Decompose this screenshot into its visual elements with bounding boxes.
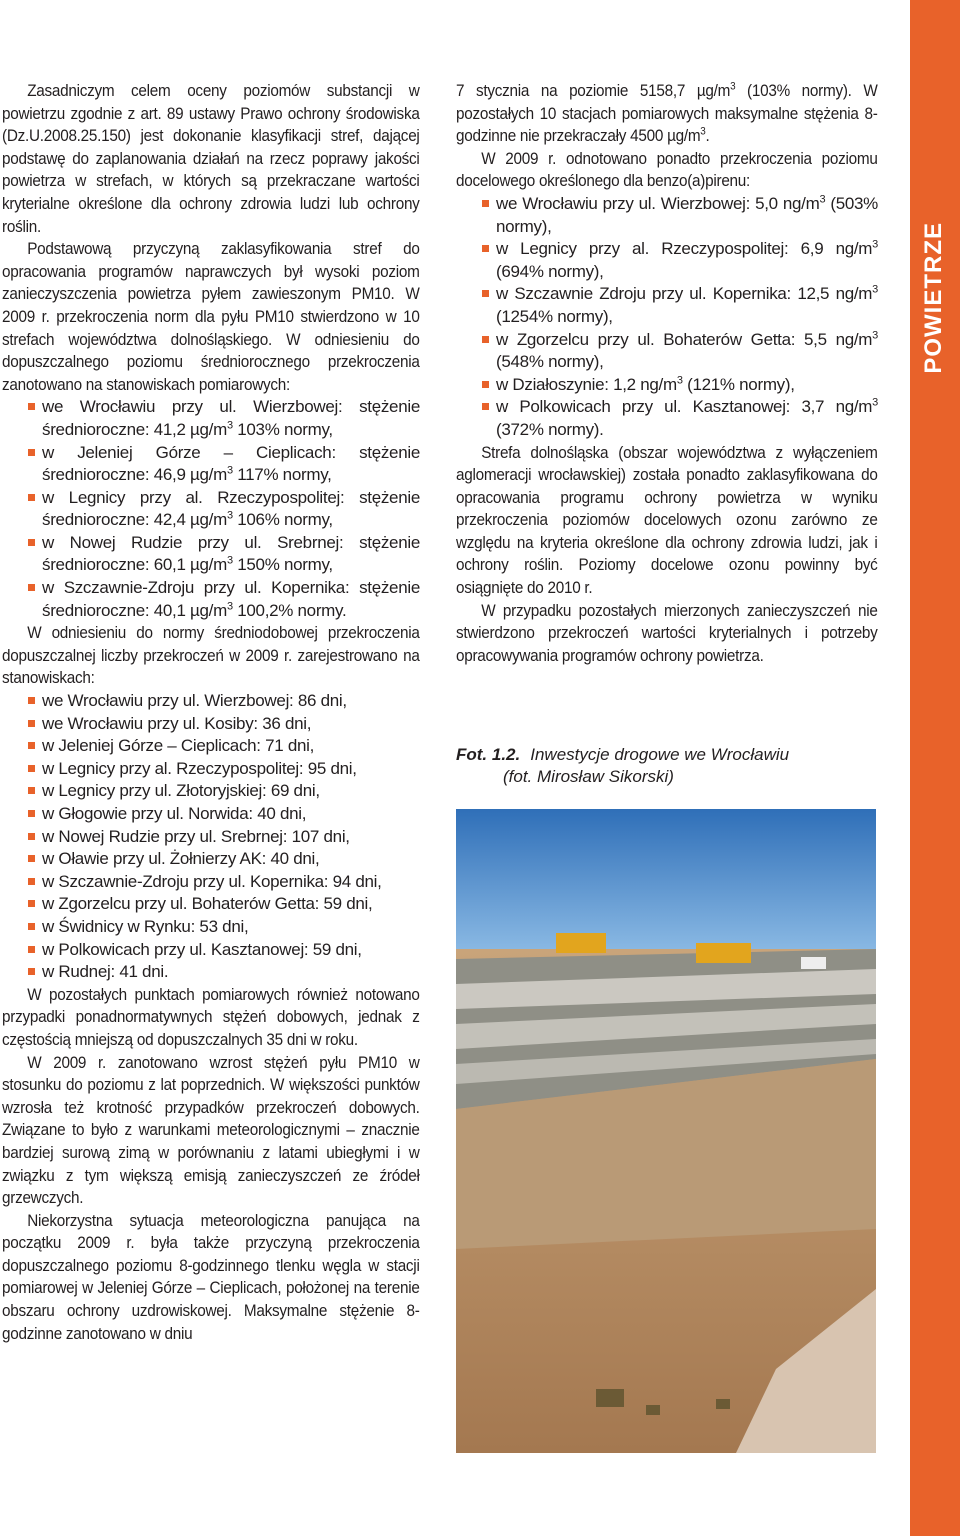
list-item: w Oławie przy ul. Żołnierzy AK: 40 dni, (2, 848, 420, 871)
list-item: we Wrocławiu przy ul. Kosiby: 36 dni, (2, 713, 420, 736)
list-item: w Polkowicach przy ul. Kasztanowej: 59 dni, (2, 939, 420, 962)
bullet-square (28, 742, 35, 749)
text-run: 7 stycznia na poziomie 5158,7 µg/m (456, 81, 731, 100)
caption-credit: (fot. Mirosław Sikorski) (503, 767, 674, 786)
text-run: (103% normy). W pozostałych 10 stacjach pomiarowych maksymalne stężenia 8-godzinne nie przekraczały 4500 µg/m (456, 81, 878, 146)
bullet-square (28, 968, 35, 975)
bullet-square (482, 245, 489, 252)
list-item: w Szczawnie-Zdroju przy ul. Kopernika: 94 dni, (2, 871, 420, 894)
bullet-square (28, 449, 35, 456)
superscript: 3 (700, 125, 706, 138)
bullet-square (28, 765, 35, 772)
paragraph (456, 80, 878, 148)
list-item: w Świdnicy w Rynku: 53 dni, (2, 916, 420, 939)
list-item: w Szczawnie Zdroju przy ul. Kopernika: 12,5 $ng/m^3$ (1254% normy), (456, 283, 878, 328)
right-column (456, 80, 878, 667)
text-run: . (705, 126, 710, 146)
bullet-square (482, 336, 489, 343)
left-column (2, 80, 420, 1345)
list-item: we Wrocławiu przy ul. Wierzbowej: 5,0 $ng/m^3$ (503% normy), (456, 193, 878, 238)
bullet-square (28, 539, 35, 546)
paragraph: W 2009 r. odnotowano ponadto przekroczenia poziomu docelowego określonego dla benzo(a)pirenu: (456, 148, 878, 191)
bullet-square (482, 200, 489, 207)
bullet-square (28, 878, 35, 885)
list-item: w Legnicy przy al. Rzeczypospolitej: 95 dni, (2, 758, 420, 781)
list-item: w Rudnej: 41 dni. (2, 961, 420, 984)
dump-truck (696, 943, 751, 963)
list-item: w Jeleniej Górze – Cieplicach: stężenie średnioroczne: 46,9 $\mu g/m^3$ 117% normy, (2, 442, 420, 487)
bullet-square (482, 381, 489, 388)
bullet-square (28, 697, 35, 704)
bullet-square (28, 494, 35, 501)
paragraph: Zasadniczym celem oceny poziomów substancji w powietrzu zgodnie z art. 89 ustawy Prawo ochrony środowiska (Dz.U.2008.25.150) jest dokonanie klasyfikacji stref, dającej podstawę do zaplanowania działań na rzecz poprawy jakości powietrza w strefach, w których są przekraczane wartości kryterialne określone dla ochrony zdrowia ludzi lub ochrony roślin. (2, 81, 420, 236)
list-item: w Działoszynie: 1,2 $ng/m^3$ (121% normy), (456, 374, 878, 397)
list-item: we Wrocławiu przy ul. Wierzbowej: 86 dni, (2, 690, 420, 713)
bullet-square (28, 900, 35, 907)
sky (456, 809, 876, 959)
paragraph: W przypadku pozostałych mierzonych zanieczyszczeń nie stwierdzono przekroczeń wartości kryterialnych i potrzeby opracowywania programów ochrony powietrza. (456, 600, 878, 665)
van (801, 957, 826, 969)
list-item: w Nowej Rudzie przy ul. Srebrnej: stężenie średnioroczne: 60,1 $\mu g/m^3$ 150% normy, (2, 532, 420, 577)
bullet-square (28, 946, 35, 953)
caption-title: Inwestycje drogowe we Wrocławiu (530, 745, 790, 764)
paragraph: W pozostałych punktach pomiarowych również notowano przypadki ponadnormatywnych stężeń dobowych, jednak z częstością mniejszą od dopuszczalnych 35 dni w roku. (2, 984, 420, 1049)
dump-truck (556, 933, 606, 953)
list-item: w Legnicy przy ul. Złotoryjskiej: 69 dni, (2, 780, 420, 803)
list-item: we Wrocławiu przy ul. Wierzbowej: stężenie średnioroczne: 41,2 $\mu g/m^3$ 103% normy, (2, 396, 420, 441)
paragraph: W 2009 r. zanotowano wzrost stężeń pyłu PM10 w stosunku do poziomu z lat poprzednich. W większości punktów wzrosła też krotność przypadków przekroczeń dobowych. Związane to było z warunkami meteorologicznymi – znacznie bardziej surową zimą w porównaniu z latami ubiegłymi i w związku z tym większą emisją zanieczyszczeń ze źródeł grzewczych. (2, 1052, 420, 1208)
benzopyrene-list (456, 193, 878, 442)
photo-caption (456, 744, 876, 788)
road-construction-photo (456, 809, 876, 1453)
roller (716, 1399, 730, 1409)
bullet-square (28, 855, 35, 862)
list-item: w Nowej Rudzie przy ul. Srebrnej: 107 dni, (2, 826, 420, 849)
section-tab-label-box (920, 222, 950, 422)
photo-illustration (456, 809, 876, 1453)
bullet-square (28, 720, 35, 727)
list-item: w Jeleniej Górze – Cieplicach: 71 dni, (2, 735, 420, 758)
paragraph: W odniesieniu do normy średniodobowej przekroczenia dopuszczalnej liczby przekroczeń w 2009 r. zarejestrowano na stanowiskach: (2, 623, 420, 688)
paragraph: Niekorzystna sytuacja meteorologiczna panująca na początku 2009 r. była także przyczyną przekroczenia dopuszczalnego poziomu 8-godzinnego tlenku węgla w stacji pomiarowej w Jeleniej Górze – Cieplicach, położonej na terenie obszaru ochrony uzdrowiskowej. Maksymalne stężenie 8-godzinne zanotowano w dniu (2, 1210, 420, 1343)
list-item: w Zgorzelcu przy ul. Bohaterów Getta: 5,5 $ng/m^3$ (548% normy), (456, 329, 878, 374)
bullet-square (28, 787, 35, 794)
roller (646, 1405, 660, 1415)
bullet-square (28, 833, 35, 840)
list-item: w Legnicy przy al. Rzeczypospolitej: 6,9 $ng/m^3$ (694% normy), (456, 238, 878, 283)
daily-exceedance-list (2, 690, 420, 984)
roller (596, 1389, 624, 1407)
section-tab-label: POWIETRZE (920, 222, 947, 374)
bullet-square (482, 403, 489, 410)
list-item: w Szczawnie-Zdroju przy ul. Kopernika: stężenie średnioroczne: 40,1 $\mu g/m^3$ 100,2% normy. (2, 577, 420, 622)
annual-exceedance-list (2, 396, 420, 622)
list-item: w Polkowicach przy ul. Kasztanowej: 3,7 $ng/m^3$ (372% normy). (456, 396, 878, 441)
bullet-square (482, 290, 489, 297)
list-item: w Głogowie przy ul. Norwida: 40 dni, (2, 803, 420, 826)
bullet-square (28, 923, 35, 930)
list-item: w Zgorzelcu przy ul. Bohaterów Getta: 59 dni, (2, 893, 420, 916)
bullet-square (28, 584, 35, 591)
paragraph: Strefa dolnośląska (obszar województwa z wyłączeniem aglomeracji wrocławskiej) została ponadto zaklasyfikowana do opracowania programu ochrony powietrza w wyniku przekroczenia poziomów docelowych ozonu zarówno ze względu na kryteria określone dla ochrony zdrowia ludzi, jak i ochrony roślin. Poziomy docelowe ozonu powinny być osiągnięte do 2010 r. (456, 442, 878, 598)
list-item: w Legnicy przy al. Rzeczypospolitej: stężenie średnioroczne: 42,4 $\mu g/m^3$ 106% normy, (2, 487, 420, 532)
paragraph: Podstawową przyczyną zaklasyfikowania stref do opracowania programów naprawczych był wysoki poziom zanieczyszczenia powietrza pyłem zawieszonym PM10. W 2009 r. przekroczenia norm dla pyłu PM10 stwierdzono w 10 strefach województwa dolnośląskiego. W odniesieniu do dopuszczalnego poziomu średniorocznego przekroczenia zanotowano na stanowiskach pomiarowych: (2, 239, 420, 394)
caption-label: Fot. 1.2. (456, 745, 521, 764)
superscript: 3 (730, 80, 736, 93)
bullet-square (28, 403, 35, 410)
bullet-square (28, 810, 35, 817)
